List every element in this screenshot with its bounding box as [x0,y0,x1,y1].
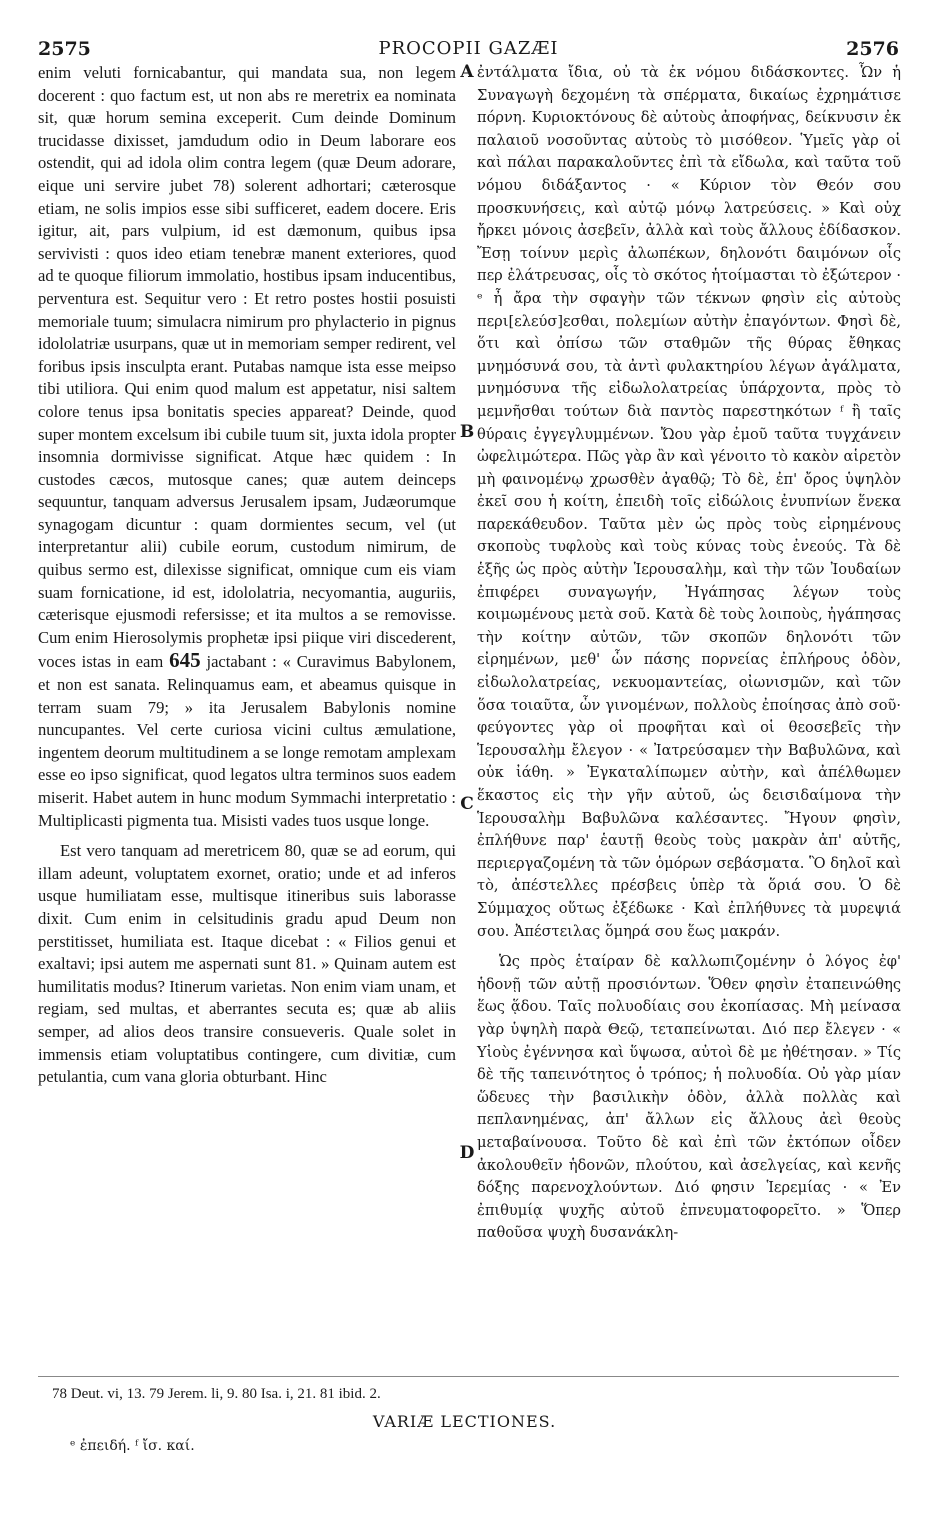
footnote-divider [38,1376,899,1377]
column-number: 645 [169,648,201,673]
latin-paragraph-2: Est vero tanquam ad meretricem 80, quæ se ad eorum, qui illam adeunt, voluptatem exornet, oratio; unde et ad inferos usque humiliatam esse, multisque itineribus suis laborasse dixit. Cum enim in celsitudinis gradu apud Deum non perstitisset, humiliata est. Itaque dicebat : « Filios genui et exaltavi; ipsi autem me aspernati sunt 81. » Quinam autem est humilitatis modus? Itinerum varietas. Non enim viam unam, et regiam, sed multas, et aberrantes secuta es; quæ ab aliis semper, ad alios deos transire consueveris. Quale solet in immensis etiam voluptatibus contingere, cum divitiæ, cum petulantia, cum vana gloria obturbant. Hinc [38,841,456,1087]
latin-paragraph-1-part-b: jactabant : « Curavimus Babylonem, et non est sanata. Relinquamus eam, et abeamus quisque in terram suam 79; » ita Jerusalem Babylonis nomine nuncupantes. Vel certe curiosa vicini cultus æmulatione, ingentem deorum multitudinem a se longe remotam amplexam esse eo ipso significat, quod legatos ultra terminos suos eadem miserit. Habet autem in hunc modum Symmachi interpretatio : Multiplicasti pigmenta tua. Misisti vades tuos usque longe. [38,652,456,830]
running-header [38,38,899,60]
variae-lectiones-title: VARIÆ LECTIONES. [372,1412,557,1431]
margin-marker-b: B [459,422,475,442]
page-number-right: 2576 [846,38,899,60]
footnotes: 78 Deut. vi, 13. 79 Jerem. li, 9. 80 Isa. i, 21. 81 ibid. 2. [52,1386,381,1402]
variae-lectiones-notes: ᵉ ἐπειδή. ᶠ ἴσ. καί. [70,1438,195,1454]
latin-paragraph-1 [38,62,456,832]
greek-column [477,62,901,1245]
margin-marker-c: C [460,794,474,814]
margin-marker-d: D [459,1143,475,1163]
greek-paragraph-2: Ὡς πρὸς ἑταίραν δὲ καλλωπιζομένην ὁ λόγος ἐφ' ἡδονῇ τῶν αὐτῇ προσιόντων. Ὅθεν φησὶν ἐταπεινώθης ἕως ᾅδου. Ταῖς πολυοδίαις σου ἐκοπίασας. Μὴ μείνασα γὰρ ὑψηλὴ παρὰ Θεῷ, τεταπείνωται. Διό περ ἔλεγεν · « Υἱοὺς ἐγέννησα καὶ ὕψωσα, αὐτοὶ δὲ με ἠθέτησαν. » Τίς δὲ τῆς ταπεινότητος ὁ τρόπος; ἡ πολυοδία. Οὐ γὰρ μίαν ὥδευες τὴν βασιλικὴν ὁδὸν, ἀλλὰ πολλὰς καὶ πεπλανημένας, ἀπ' ἄλλων εἰς ἄλλους ἀεὶ θεοὺς μεταβαίνουσα. Τοῦτο δὲ καὶ ἐπὶ τῶν ἐκτόπων οἶδεν ἀκολουθεῖν ἡδονῶν, πλούτου, καὶ ἀσελγείας, καὶ κενῆς δόξης παρενοχλούντων. Διό φησιν Ἱερεμίας · « Ἐν ἐπιθυμίᾳ ψυχῆς αὐτοῦ ἐπνευματοφορεῖτο. » Ὅπερ παθοῦσα ψυχὴ δυσανάκλη- [477,953,901,1242]
latin-column [38,62,456,1089]
greek-paragraph-1: ἐντάλματα ἴδια, οὐ τὰ ἐκ νόμου διδάσκοντες. Ὧν ἡ Συναγωγὴ δεχομένη τὰ σπέρματα, δικαίως ἐχρημάτισε πόρνη. Κυριοκτόνους δὲ αὐτοὺς ἀποφήνας, δείκνυσιν ἐκ παλαιοῦ νοσοῦντας αὐτοὺς τὸ μισόθεον. Ὑμεῖς γὰρ οἱ καὶ πάλαι παρακαλοῦντες ἐπὶ τὰ εἴδωλα, καὶ ταῦτα τοῦ νόμου διδάξαντος · « Κύριον τὸν Θεόν σου προσκυνήσεις, καὶ αὐτῷ μόνῳ λατρεύσεις. » Καὶ οὐχ ἤρκει μόνοις ἀσεβεῖν, ἀλλὰ καὶ τοὺς ἄλλους ἐδίδασκον. Ἔσῃ τοίνυν μερὶς ἀλωπέκων, δηλονότι δαιμόνων οἷς περ ἐλάτρευσας, οἷς τὸ σκότος ἡτοίμασται τὸ ἐξώτερον · ᵉ ἦ ἄρα τὴν σφαγὴν τῶν τέκνων φησὶν εἰς αὐτοὺς περι[ελεύσ]εσθαι, πολεμίων αὐτὴν ἐπαγόντων. Φησὶ δὲ, ὅτι καὶ ὀπίσω τῶν σταθμῶν τῆς θύρας ἔθηκας μνημόσυνά σου, τὰ ἀντὶ φυλακτηρίου λέγων ἀγάλματα, μνημόσυνα τῆς εἰδωλολατρείας ὑπάρχοντα, πρὸς τὸ μεμνῆσθαι τούτων διὰ παντὸς παρεστηκότων ᶠ ἢ ταῖς θύραις ἐγγεγλυμμένων. Ὤου γὰρ ἐμοῦ ταῦτα τυγχάνειν ὠφελιμώτερα. Πῶς γὰρ ἂν καὶ γένοιτο τὸ κακὸν αἱρετὸν μὴ φαινομένῳ χρωσθὲν ἀγαθῷ; Τὸ δὲ, ἐπ' ὄρος ὑψηλὸν ἐκεῖ σου ἡ κοίτη, ἐπειδὴ τοῖς εἰδώλοις ἐνυπνίων ἕνεκα παρεκάθευδον. Ταῦτα μὲν ὡς πρὸς τοὺς εἰρημένους σκοποὺς τυφλοὺς καὶ τοὺς κύνας τοὺς ἐνεούς. Τὰ δὲ ἑξῆς ὡς πρὸς αὐτὴν Ἱερουσαλὴμ, καὶ τὴν τῶν Ἰουδαίων ἐπιφέρει συναγωγήν, Ἠγάπησας λέγων τοὺς κοιμωμένους μετὰ σοῦ. Κατὰ δὲ τοὺς λοιποὺς, ἠγάπησας τὴν κοίτην αὐτῶν, τῶν σκοπῶν δηλονότι τῶν εἰρημένων, μεθ' ὧν πάσης πορνείας ἐπλήρους ὁδὸν, εἰδωλολατρείας, νεκυομαντείας, οἰωνισμῶν, καὶ τῶν ὅσα τοιαῦτα, ὧν γινομένων, πολλοὺς ἐποίησας ἀπὸ σοῦ· φεύγοντες γὰρ οἱ προφῆται καὶ οἱ θεοσεβεῖς τὴν Ἱερουσαλὴμ ἔλεγον · « Ἰατρεύσαμεν τὴν Βαβυλῶνα, καὶ οὐκ ἰάθη. » Ἐγκαταλίπωμεν αὐτὴν, καὶ ἀπέλθωμεν ἕκαστος εἰς τὴν γῆν αὐτοῦ, ὡς δεισιδαίμονα τὴν Ἱερουσαλὴμ Βαβυλῶνα καλέσαντες. Ἤγουν φησὶν, ἐπλήθυνε παρ' ἑαυτῇ θεοὺς τοὺς μακρὰν ἀπ' αὐτῆς, περιεργαζομένη τὰ τῶν ὁμόρων σεβάσματα. Ὃ δηλοῖ καὶ τὸ, ἀπέστελλες πρέσβεις ὑπὲρ τὰ ὅριά σου. Ὁ δὲ Σύμμαχος οὕτως ἐξέδωκε · Καὶ ἐπλήθυνες τὰ μυρεψιά σου. Ἀπέστειλας ὅμηρά σου ἕως μακράν. [477,64,901,940]
running-title: PROCOPII GAZÆI [378,38,559,59]
page-number-left: 2575 [38,38,91,60]
margin-marker-a: A [460,62,474,82]
latin-paragraph-1-part-a: enim veluti fornicabantur, qui mandata sua, non legem docerent : quo factum est, ut non abs re meretrix ea nominata sit, quæ horum semina exceperit. Cum deinde Dominum trucidasse dixisset, jamdudum odio in Deum laborare eos ostendit, qui ad idola olim contra legem (quæ Deum adorare, eique uni servire jubet 78) solerent adhortari; cæterosque etiam, ne solis impios esse sibi sufficeret, eadem docere. Eris igitur, ait, pars vulpium, id est dæmonum, quibus ipsa servivisti : quos ideo etiam tenebræ manent exteriores, quod ad te quoque filiorum immolatio, hostibus ipsam inducentibus, perventura est. Sequitur vero : Et retro postes hostii posuisti memoriale tuum; simulacra nimirum pro phylacterio in pignus idololatriæ usurpans, quæ ut in memoriam semper redirent, vel foribus ipsis insculpta erant. Putabas namque ista esse meipso tibi utiliora. Qui enim quod malum est appetatur, nisi saltem colore tenus ipsa bonitatis species appareat? Deinde, quod super montem excelsum ibi cubile tuum sit, juxta idola propter insomnia dormivisse significat. Atque hæc quidem : In custodes cæcos, mutosque canes; quæ autem deinceps sequuntur, tanquam adversus Jerusalem ipsam, Judæorumque synagogam dicuntur : quam dormientes secum, vel (ut interpretantur alii) cubile eorum, custodum nimirum, de quibus sermo est, dilexisse significat, omnique cum eis viam suam fornicatione, id est, idololatria, necyomantia, auguriis, cæterisque ejusmodi refersisse; et ita multos a se removisse. Cum enim Hierosolymis prophetæ ipsi piique viri discederent, voces istas in eam [38,63,456,672]
